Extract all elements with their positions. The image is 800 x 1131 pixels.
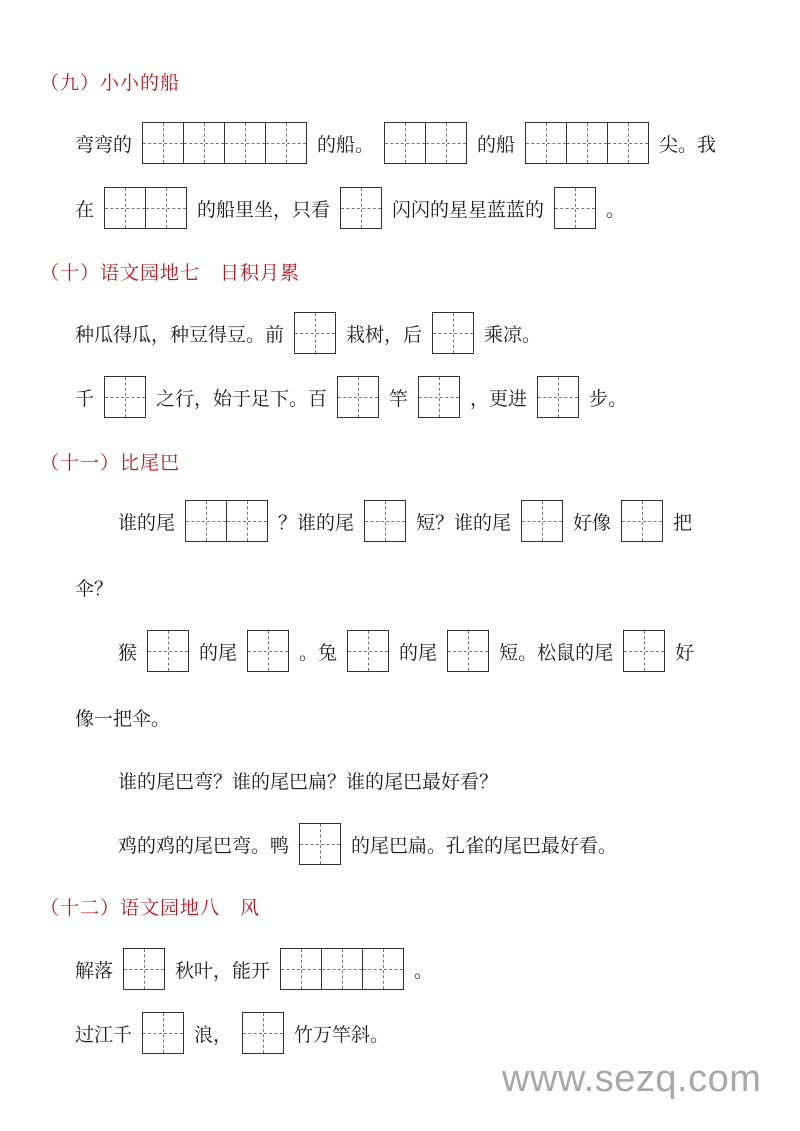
sentence-line: [75, 186, 625, 230]
answer-box-group: [340, 187, 382, 229]
sentence-text: 浪，: [194, 1023, 233, 1046]
sentence-text: 过江千: [75, 1023, 133, 1046]
answer-box[interactable]: [384, 122, 426, 164]
answer-box[interactable]: [142, 1012, 184, 1054]
answer-box[interactable]: [525, 122, 567, 164]
sentence-text: 竿: [389, 387, 409, 410]
sentence-text: 弯弯的: [75, 133, 133, 156]
answer-box[interactable]: [227, 500, 268, 542]
answer-box[interactable]: [337, 376, 379, 418]
answer-box-group: [147, 630, 189, 672]
answer-box[interactable]: [299, 823, 341, 865]
answer-box[interactable]: [142, 122, 184, 164]
answer-box[interactable]: [363, 948, 404, 990]
sentence-text: 之行，始于足下。百: [156, 387, 328, 410]
answer-box-group: [432, 312, 474, 354]
sentence-line: [75, 311, 541, 355]
sentence-text: 的尾: [199, 641, 238, 664]
sentence-text: 种瓜得瓜，种豆得豆。前: [75, 323, 285, 346]
sentence-text: 在: [75, 198, 95, 221]
sentence-text: 谁的尾: [118, 511, 176, 534]
sentence-text: 的船。: [317, 133, 375, 156]
sentence-text: 的尾: [399, 641, 438, 664]
sentence-text: 闪闪的星星蓝蓝的: [392, 198, 545, 221]
sentence-line: [75, 947, 433, 991]
answer-box-group: [525, 122, 649, 164]
sentence-text: 的尾巴扁。孔雀的尾巴最好看。: [351, 834, 618, 857]
answer-box[interactable]: [418, 376, 460, 418]
answer-box-group: [384, 122, 467, 164]
sentence-text: 尖。我: [659, 133, 717, 156]
answer-box[interactable]: [521, 500, 563, 542]
answer-box[interactable]: [623, 630, 665, 672]
answer-box-group: [521, 500, 563, 542]
answer-box[interactable]: [185, 500, 227, 542]
section-heading: （十一）比尾巴: [40, 452, 181, 474]
sentence-line: [75, 565, 113, 609]
section-heading: （十二）语文园地八 风: [40, 897, 261, 919]
answer-box-group: [623, 630, 665, 672]
answer-box-group: [294, 312, 336, 354]
answer-box[interactable]: [104, 376, 146, 418]
sentence-line: [75, 121, 716, 165]
sentence-text: 短？谁的尾: [416, 511, 512, 534]
answer-box-group: [142, 1012, 184, 1054]
sentence-line: [118, 499, 692, 543]
answer-box-group: [123, 948, 165, 990]
answer-box[interactable]: [347, 630, 389, 672]
watermark: www.sezq.com: [502, 1058, 762, 1100]
sentence-text: 好: [675, 641, 695, 664]
answer-box-group: [185, 500, 268, 542]
answer-box-group: [242, 1012, 284, 1054]
sentence-text: ，更进: [470, 387, 528, 410]
sentence-line: [118, 629, 694, 673]
sentence-text: 竹万竿斜。: [294, 1023, 390, 1046]
answer-box[interactable]: [554, 187, 596, 229]
answer-box[interactable]: [266, 122, 307, 164]
answer-box[interactable]: [340, 187, 382, 229]
answer-box-group: [554, 187, 596, 229]
sentence-text: 伞？: [75, 577, 114, 600]
sentence-text: 千: [75, 387, 95, 410]
answer-box-group: [142, 122, 307, 164]
answer-box[interactable]: [432, 312, 474, 354]
sentence-text: 。兔: [299, 641, 338, 664]
answer-box[interactable]: [247, 630, 289, 672]
section-heading: （九）小小的船: [40, 72, 181, 94]
sentence-line: [118, 822, 617, 866]
sentence-text: 。: [414, 959, 434, 982]
answer-box[interactable]: [280, 948, 322, 990]
sentence-text: 鸡的鸡的尾巴弯。鸭: [118, 834, 290, 857]
answer-box-group: [621, 500, 663, 542]
answer-box-group: [299, 823, 341, 865]
sentence-text: 猴: [118, 641, 138, 664]
answer-box-group: [247, 630, 289, 672]
answer-box[interactable]: [184, 122, 225, 164]
answer-box-group: [337, 376, 379, 418]
answer-box[interactable]: [294, 312, 336, 354]
sentence-line: [75, 695, 170, 739]
answer-box[interactable]: [104, 187, 146, 229]
answer-box-group: [347, 630, 389, 672]
answer-box[interactable]: [322, 948, 363, 990]
answer-box-group: [364, 500, 406, 542]
answer-box[interactable]: [146, 187, 187, 229]
sentence-line: [118, 758, 498, 802]
sentence-text: 把: [673, 511, 693, 534]
sentence-text: 好像: [573, 511, 612, 534]
answer-box-group: [104, 187, 187, 229]
sentence-text: 像一把伞。: [75, 707, 171, 730]
sentence-text: 秋叶，能开: [175, 959, 271, 982]
answer-box[interactable]: [621, 500, 663, 542]
answer-box[interactable]: [537, 376, 579, 418]
answer-box-group: [537, 376, 579, 418]
answer-box-group: [447, 630, 489, 672]
answer-box[interactable]: [426, 122, 467, 164]
sentence-text: 解落: [75, 959, 114, 982]
sentence-line: [75, 375, 627, 419]
sentence-line: [75, 1011, 389, 1055]
sentence-text: 栽树，后: [346, 323, 423, 346]
answer-box[interactable]: [567, 122, 608, 164]
sentence-text: 步。: [589, 387, 628, 410]
answer-box-group: [280, 948, 404, 990]
answer-box-group: [104, 376, 146, 418]
answer-box[interactable]: [608, 122, 649, 164]
answer-box[interactable]: [242, 1012, 284, 1054]
sentence-text: 乘凉。: [484, 323, 542, 346]
answer-box[interactable]: [225, 122, 266, 164]
sentence-text: 的船: [477, 133, 516, 156]
answer-box[interactable]: [123, 948, 165, 990]
sentence-text: ？谁的尾: [278, 511, 355, 534]
answer-box[interactable]: [147, 630, 189, 672]
answer-box[interactable]: [364, 500, 406, 542]
answer-box-group: [418, 376, 460, 418]
sentence-text: 。: [606, 198, 626, 221]
sentence-text: 谁的尾巴弯？谁的尾巴扁？谁的尾巴最好看？: [118, 770, 499, 793]
sentence-text: 短。松鼠的尾: [499, 641, 614, 664]
sentence-text: 的船里坐，只看: [197, 198, 331, 221]
answer-box[interactable]: [447, 630, 489, 672]
section-heading: （十）语文园地七 日积月累: [40, 262, 301, 284]
